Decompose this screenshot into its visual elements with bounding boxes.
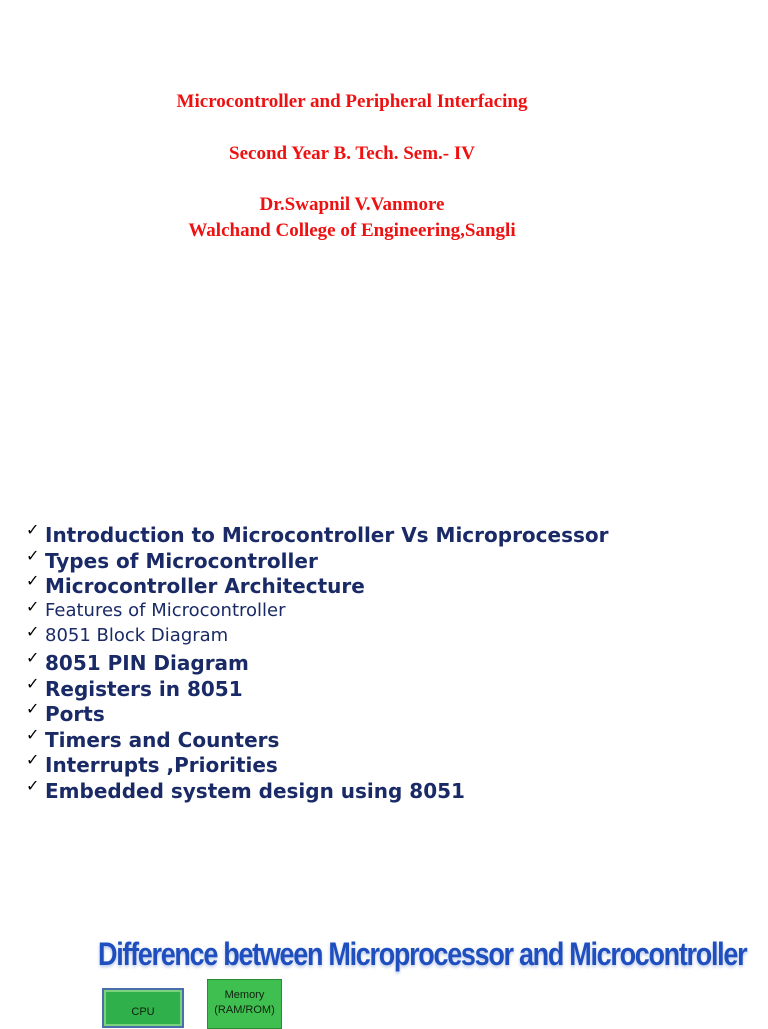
list-item — [26, 572, 609, 598]
checkmark-icon: ✓ — [26, 724, 40, 744]
checkmark-icon: ✓ — [26, 673, 40, 693]
checkmark-icon: ✓ — [26, 647, 40, 667]
memory-type-label: (RAM/ROM) — [214, 1004, 275, 1016]
list-item — [26, 649, 609, 675]
checkmark-icon: ✓ — [26, 750, 40, 770]
list-item — [26, 700, 609, 726]
topic-text: 8051 Block Diagram — [45, 625, 229, 647]
cpu-block — [102, 988, 184, 1028]
list-item — [26, 521, 609, 547]
topic-list — [26, 521, 609, 803]
topic-text: Ports — [45, 702, 105, 727]
topic-text: Embedded system design using 8051 — [45, 778, 465, 803]
memory-label: Memory — [224, 989, 265, 1001]
list-item — [26, 623, 609, 649]
list-item — [26, 675, 609, 701]
cpu-label: CPU — [131, 1006, 155, 1018]
topic-text: Interrupts ,Priorities — [45, 753, 278, 778]
checkmark-icon: ✓ — [26, 622, 40, 642]
list-item — [26, 777, 609, 803]
topic-text: Timers and Counters — [45, 727, 280, 752]
diagram-heading: Difference between Microprocessor and Microcontroller — [98, 936, 747, 972]
checkmark-icon: ✓ — [26, 775, 40, 795]
topic-text: 8051 PIN Diagram — [45, 650, 249, 675]
list-item — [26, 598, 609, 624]
checkmark-icon: ✓ — [26, 596, 40, 616]
checkmark-icon: ✓ — [26, 545, 40, 565]
checkmark-icon: ✓ — [26, 520, 40, 539]
course-title: Microcontroller and Peripheral Interfacing — [176, 91, 528, 112]
topic-text: Introduction to Microcontroller Vs Microprocessor — [45, 523, 609, 547]
author-name: Dr.Swapnil V.Vanmore — [259, 194, 445, 215]
list-item — [26, 547, 609, 573]
institute-name: Walchand College of Engineering,Sangli — [188, 220, 516, 241]
checkmark-icon: ✓ — [26, 571, 40, 591]
list-item — [26, 726, 609, 752]
topic-text: Microcontroller Architecture — [45, 574, 365, 599]
topic-text: Types of Microcontroller — [45, 548, 318, 573]
memory-block — [207, 979, 282, 1029]
checkmark-icon: ✓ — [26, 699, 40, 719]
topic-text: Features of Microcontroller — [45, 599, 286, 621]
list-item — [26, 751, 609, 777]
year-line: Second Year B. Tech. Sem.- IV — [229, 143, 475, 164]
topic-text: Registers in 8051 — [45, 676, 243, 701]
